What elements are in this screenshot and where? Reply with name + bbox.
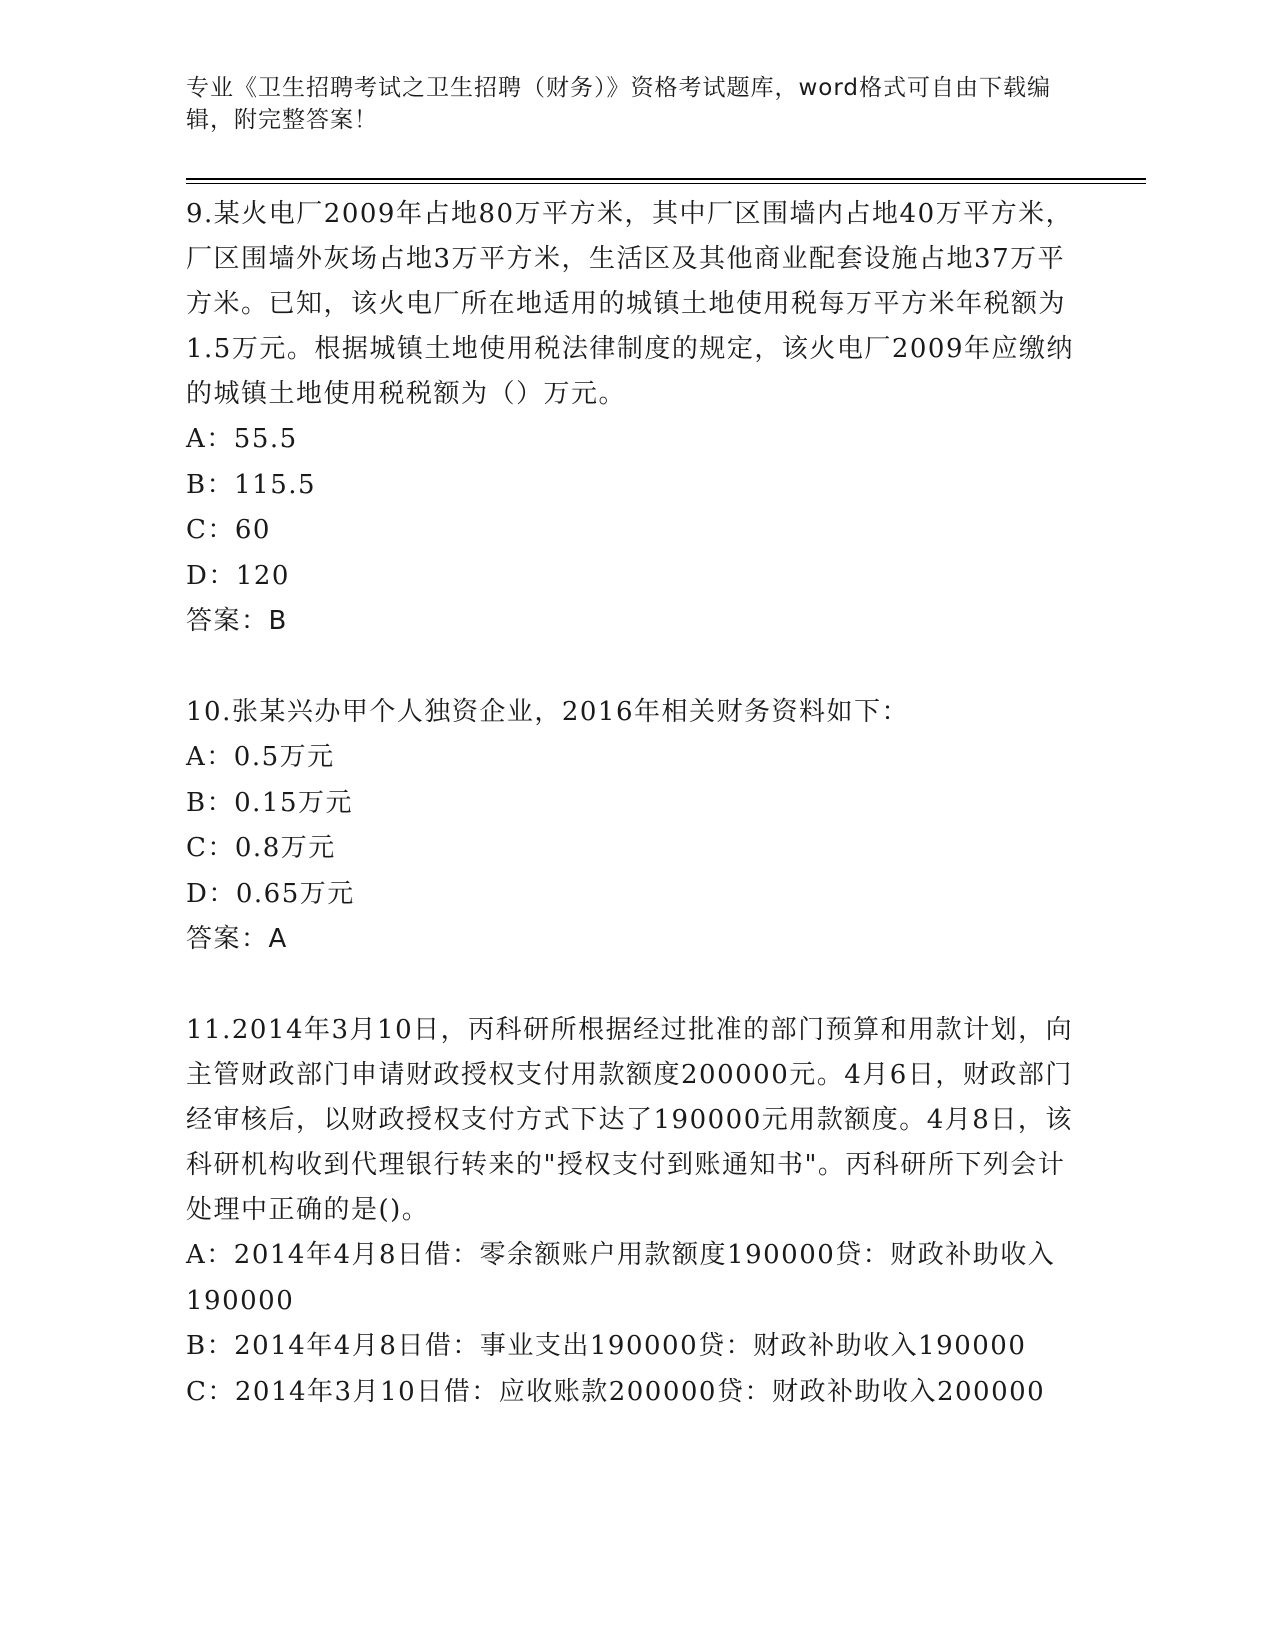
question-9 [186, 192, 1086, 644]
answer-line: 答案：B [186, 606, 288, 636]
question-text: 11.2014年3月10日，丙科研所根据经过批准的部门预算和用款计划，向主管财政部门申请财政授权支付用款额度200000元。4月6日，财政部门经审核后，以财政授权支付方式下达了190000元用款额度。4月8日，该科研机构收到代理银行转来的"授权支付到账通知书"。丙科研所下列会计处理中正确的是()。 [186, 1015, 1074, 1225]
option-c: C：60 [186, 515, 271, 545]
question-11 [186, 1008, 1086, 1415]
option-a: A：55.5 [186, 424, 298, 454]
question-spacer [186, 644, 1086, 690]
header-rule-thin [186, 183, 1146, 184]
option-b: B：115.5 [186, 469, 317, 500]
option-a: A：2014年4月8日借：零余额账户用款额度190000贷：财政补助收入190000 [186, 1240, 1056, 1316]
question-list [186, 192, 1086, 1415]
answer-line: 答案：A [186, 924, 288, 954]
document-header: 专业《卫生招聘考试之卫生招聘（财务）》资格考试题库，word格式可自由下载编辑，附完整答案！ [186, 75, 1052, 133]
question-text: 9.某火电厂2009年占地80万平方米，其中厂区围墙内占地40万平方米，厂区围墙外灰场占地3万平方米，生活区及其他商业配套设施占地37万平方米。已知，该火电厂所在地适用的城镇土地使用税每万平方米年税额为1.5万元。根据城镇土地使用税法律制度的规定，该火电厂2009年应缴纳的城镇土地使用税税额为（）万元。 [186, 199, 1075, 409]
option-a: A：0.5万元 [186, 742, 335, 772]
option-d: D：120 [186, 560, 290, 591]
question-10 [186, 690, 1086, 962]
option-b: B：2014年4月8日借：事业支出190000贷：财政补助收入190000 [186, 1331, 1027, 1361]
header-rule-thick [186, 178, 1146, 180]
question-text: 10.张某兴办甲个人独资企业，2016年相关财务资料如下： [186, 697, 910, 727]
option-c: C：0.8万元 [186, 833, 336, 863]
option-d: D：0.65万元 [186, 878, 355, 909]
option-b: B：0.15万元 [186, 787, 353, 818]
option-c: C：2014年3月10日借：应收账款200000贷：财政补助收入200000 [186, 1376, 1046, 1407]
question-spacer [186, 962, 1086, 1008]
